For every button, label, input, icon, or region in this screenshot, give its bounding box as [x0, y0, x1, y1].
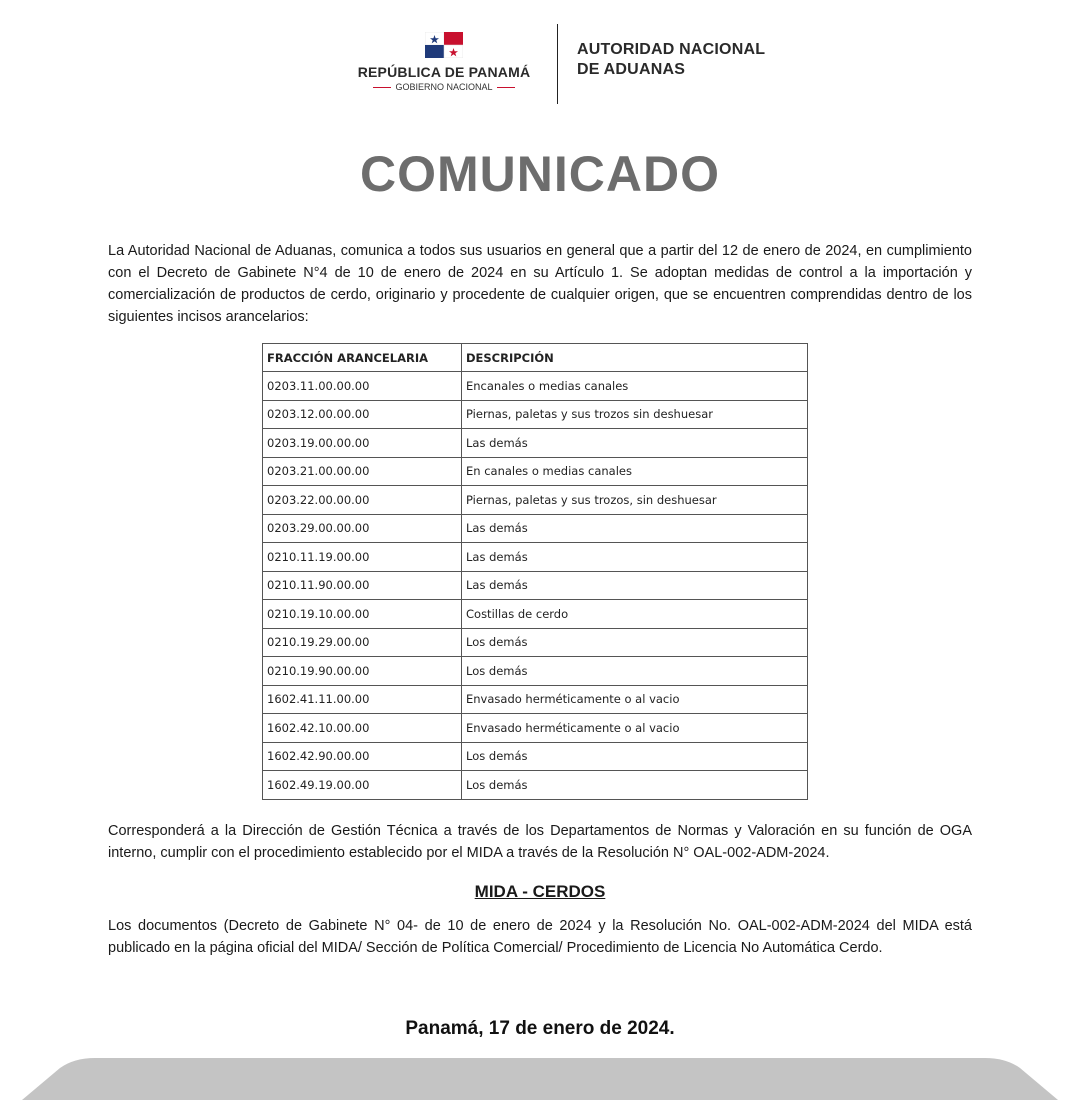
letterhead [0, 24, 1080, 108]
description-cell: Los demás [462, 742, 808, 771]
tariff-code-cell: 0210.11.90.00.00 [263, 571, 462, 600]
table-row [263, 600, 808, 629]
table-row [263, 457, 808, 486]
description-cell: Costillas de cerdo [462, 600, 808, 629]
table-row [263, 514, 808, 543]
table-row [263, 429, 808, 458]
description-cell: Los demás [462, 771, 808, 800]
description-cell: Envasado herméticamente o al vacio [462, 685, 808, 714]
table-row [263, 400, 808, 429]
footer-decoration [0, 1056, 1080, 1100]
description-cell: Las demás [462, 571, 808, 600]
table-row [263, 628, 808, 657]
header-divider [557, 24, 558, 104]
tariff-code-cell: 1602.42.10.00.00 [263, 714, 462, 743]
table-body [263, 372, 808, 800]
agency-name [577, 40, 765, 80]
column-header-fraccion: FRACCIÓN ARANCELARIA [263, 344, 462, 372]
description-cell: Piernas, paletas y sus trozos, sin deshuesar [462, 486, 808, 515]
agency-name-line2: DE ADUANAS [577, 61, 686, 78]
tariff-code-cell: 0210.11.19.00.00 [263, 543, 462, 572]
description-cell: Las demás [462, 429, 808, 458]
description-cell: Las demás [462, 543, 808, 572]
second-paragraph: Corresponderá a la Dirección de Gestión Técnica a través de los Departamentos de Normas y Valoración en su función de OGA interno, cumplir con el procedimiento establecido por el MIDA a través de la Resolución N° OAL-002-ADM-2024. [108, 823, 972, 861]
table-row [263, 771, 808, 800]
tariff-code-cell: 0203.29.00.00.00 [263, 514, 462, 543]
government-subtitle [344, 82, 544, 92]
description-cell: Piernas, paletas y sus trozos sin deshuesar [462, 400, 808, 429]
tariff-code-cell: 1602.42.90.00.00 [263, 742, 462, 771]
page-title: COMUNICADO [360, 146, 720, 202]
tariff-code-cell: 0210.19.90.00.00 [263, 657, 462, 686]
description-cell: En canales o medias canales [462, 457, 808, 486]
dateline: Panamá, 17 de enero de 2024. [405, 1018, 675, 1039]
third-paragraph: Los documentos (Decreto de Gabinete N° 04- de 10 de enero de 2024 y la Resolución No. OAL-002-ADM-2024 del MIDA está publicado en la página oficial del MIDA/ Sección de Política Comercial/ Procedimiento de Licencia No Automática Cerdo. [108, 918, 972, 956]
tariff-code-cell: 0203.22.00.00.00 [263, 486, 462, 515]
table-row [263, 742, 808, 771]
subtitle-rule-left [373, 87, 391, 88]
column-header-descripcion: DESCRIPCIÓN [462, 344, 808, 372]
agency-name-line1: AUTORIDAD NACIONAL [577, 41, 766, 58]
tariff-code-cell: 1602.49.19.00.00 [263, 771, 462, 800]
tariff-code-cell: 0203.12.00.00.00 [263, 400, 462, 429]
table-row [263, 543, 808, 572]
table-row [263, 685, 808, 714]
intro-paragraph: La Autoridad Nacional de Aduanas, comunica a todos sus usuarios en general que a partir del 12 de enero de 2024, en cumplimiento con el Decreto de Gabinete N°4 de 10 de enero de 2024 en su Artículo 1. Se adoptan medidas de control a la importación y comercialización de productos de cerdo, originario y procedente de cualquier origen, que se encuentren comprendidas dentro de los siguientes incisos arancelarios: [108, 243, 972, 325]
section-subheading: MIDA - CERDOS [474, 882, 606, 901]
tariff-code-cell: 0203.11.00.00.00 [263, 372, 462, 401]
tariff-code-cell: 0210.19.10.00.00 [263, 600, 462, 629]
tariff-code-cell: 1602.41.11.00.00 [263, 685, 462, 714]
panama-flag-icon [425, 32, 463, 58]
table-row [263, 714, 808, 743]
tariff-code-cell: 0203.21.00.00.00 [263, 457, 462, 486]
table-row [263, 372, 808, 401]
subtitle-rule-right [497, 87, 515, 88]
tariff-code-cell: 0203.19.00.00.00 [263, 429, 462, 458]
description-cell: Los demás [462, 657, 808, 686]
government-logo-block [344, 32, 544, 92]
tariff-code-cell: 0210.19.29.00.00 [263, 628, 462, 657]
government-subtitle-text: GOBIERNO NACIONAL [395, 82, 493, 92]
government-name: REPÚBLICA DE PANAMÁ [357, 64, 531, 80]
description-cell: Los demás [462, 628, 808, 657]
table-row [263, 657, 808, 686]
description-cell: Envasado herméticamente o al vacio [462, 714, 808, 743]
table-row [263, 571, 808, 600]
description-cell: Encanales o medias canales [462, 372, 808, 401]
table-row [263, 486, 808, 515]
description-cell: Las demás [462, 514, 808, 543]
tariff-table [262, 343, 808, 800]
table-header-row [263, 344, 808, 372]
